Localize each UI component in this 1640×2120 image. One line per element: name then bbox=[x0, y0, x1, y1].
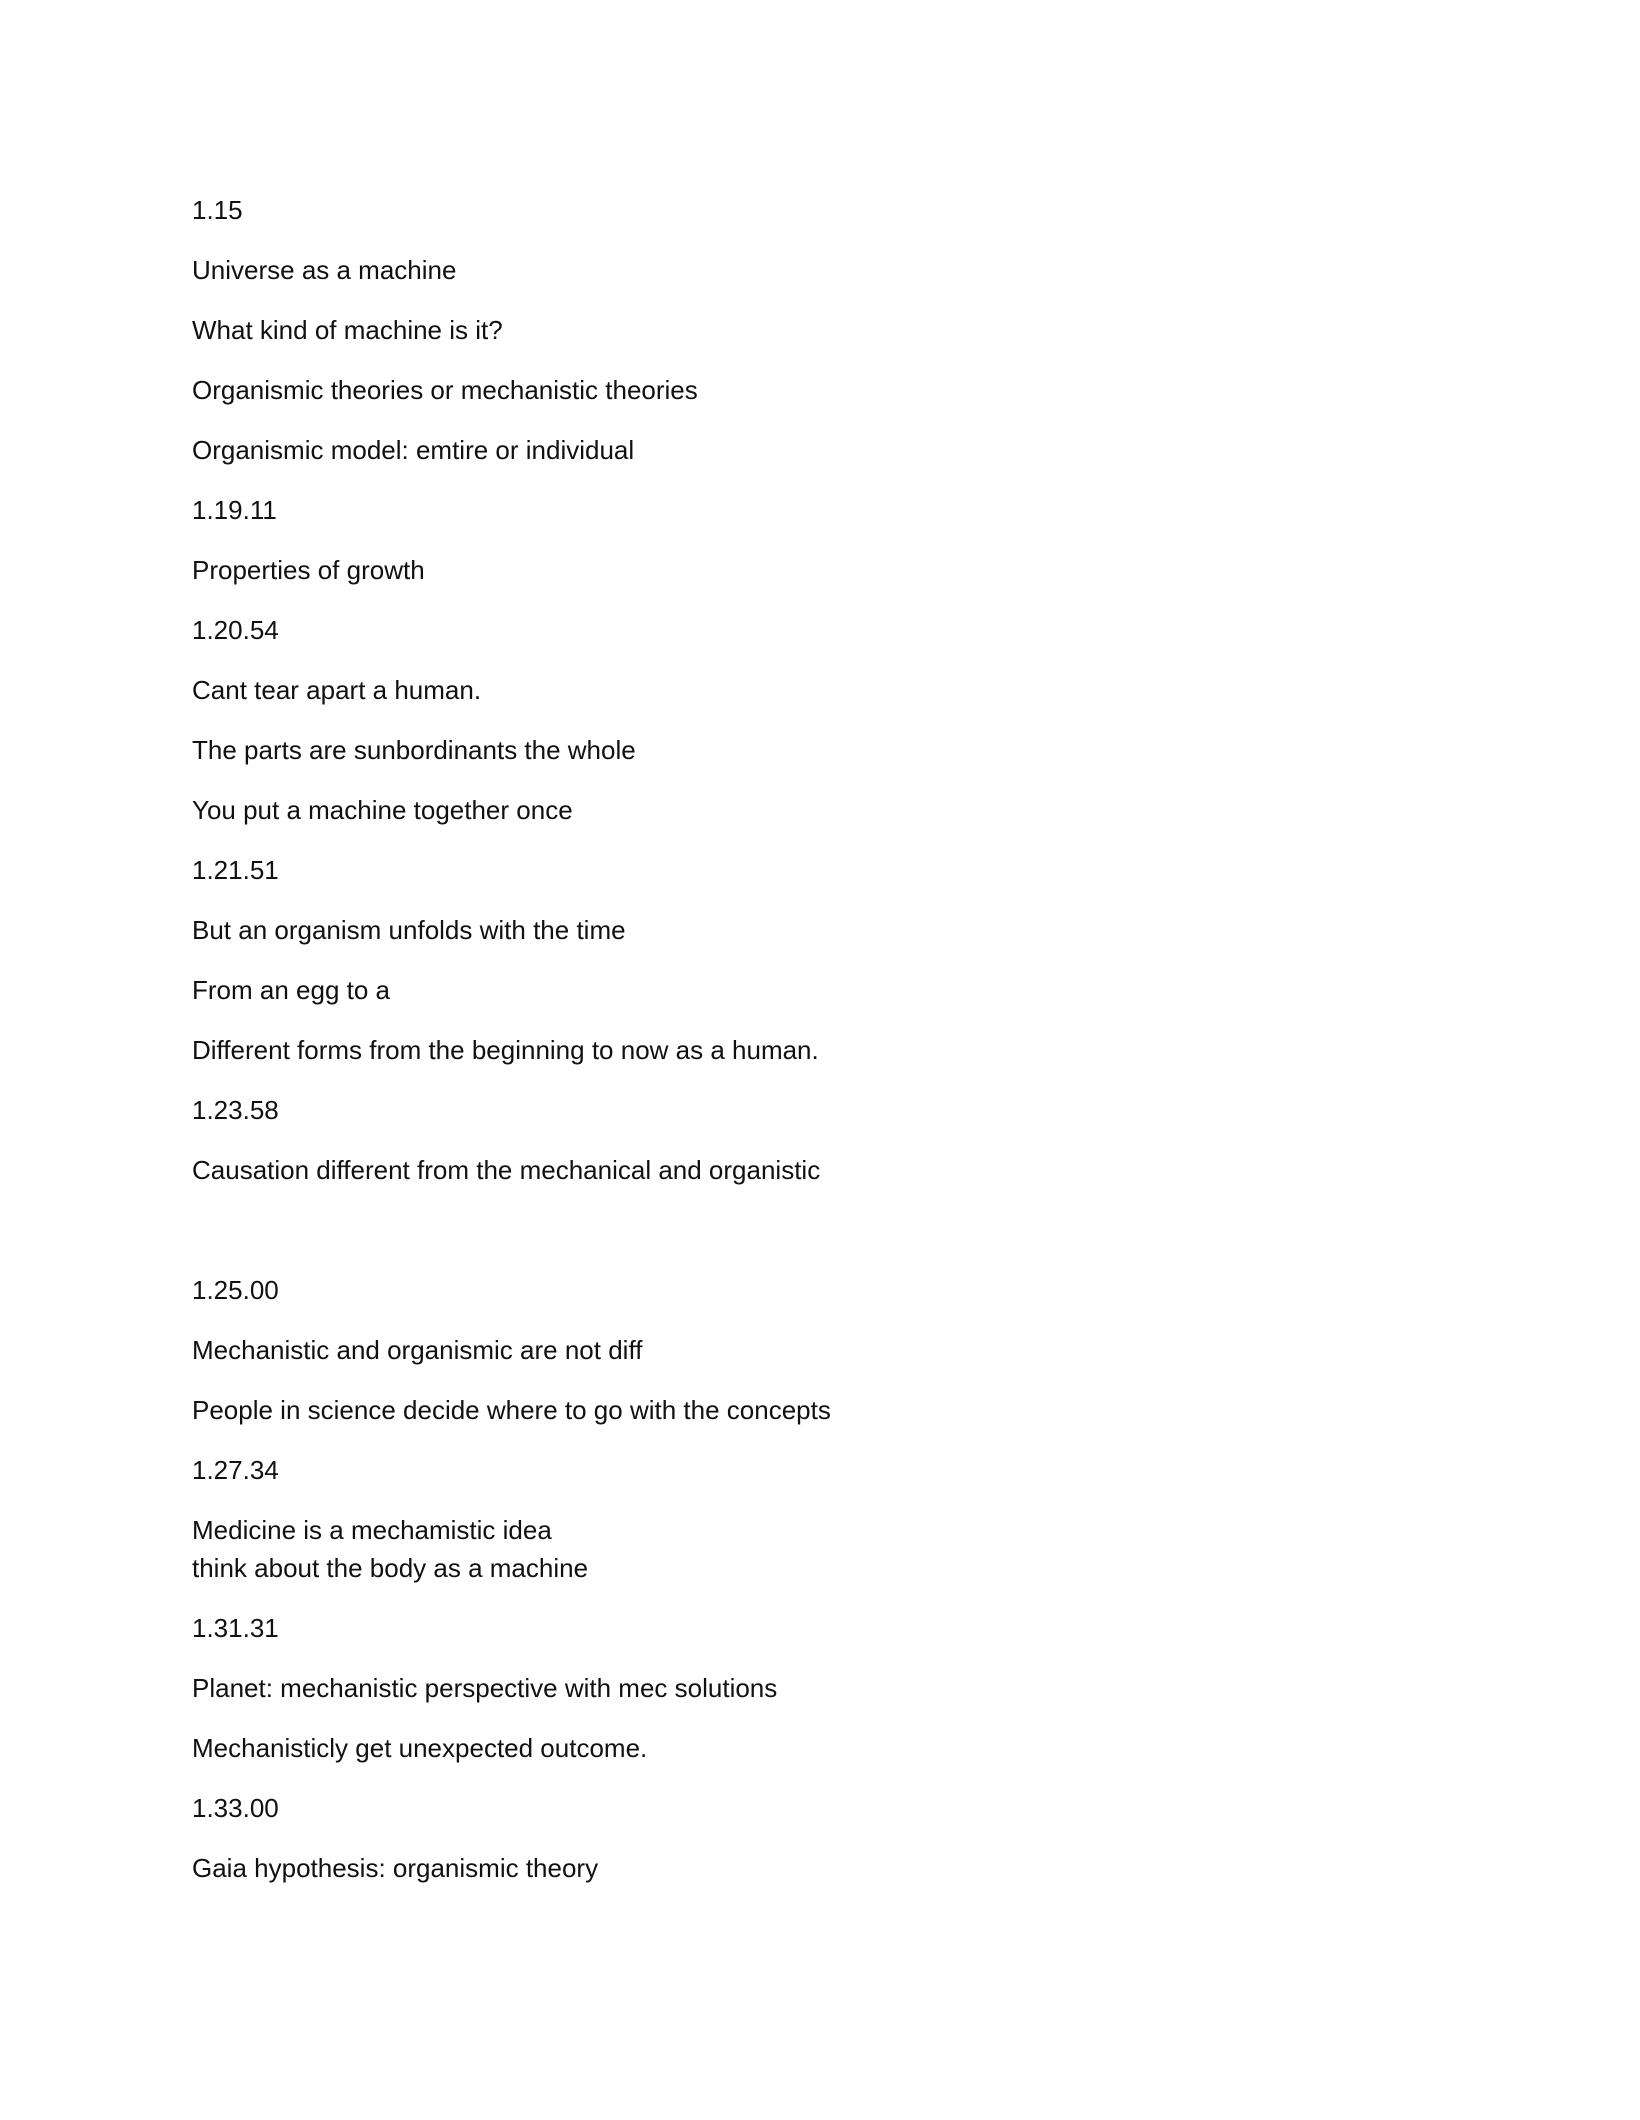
text-line: People in science decide where to go with the concepts bbox=[192, 1395, 831, 1425]
timestamp-line: 1.15 bbox=[192, 195, 243, 225]
blank-line bbox=[192, 1210, 1442, 1270]
timestamp-line: 1.31.31 bbox=[192, 1613, 279, 1643]
text-line: Different forms from the beginning to now as a human. bbox=[192, 1035, 819, 1065]
text-line: Mechanisticly get unexpected outcome. bbox=[192, 1733, 648, 1763]
text-line: But an organism unfolds with the time bbox=[192, 915, 626, 945]
timestamp-line: 1.27.34 bbox=[192, 1455, 279, 1485]
text-line: From an egg to a bbox=[192, 975, 390, 1005]
text-line: Planet: mechanistic perspective with mec solutions bbox=[192, 1673, 778, 1703]
timestamp-line: 1.33.00 bbox=[192, 1793, 279, 1823]
text-line: Properties of growth bbox=[192, 555, 425, 585]
text-line: Medicine is a mechamistic idea bbox=[192, 1515, 552, 1545]
text-line: Gaia hypothesis: organismic theory bbox=[192, 1853, 599, 1883]
text-line: You put a machine together once bbox=[192, 795, 573, 825]
text-line: Causation different from the mechanical and organistic bbox=[192, 1155, 821, 1185]
text-line: The parts are sunbordinants the whole bbox=[192, 735, 636, 765]
text-line: Organismic model: emtire or individual bbox=[192, 435, 635, 465]
text-line: Universe as a machine bbox=[192, 255, 457, 285]
timestamp-line: 1.23.58 bbox=[192, 1095, 279, 1125]
text-line: Organismic theories or mechanistic theories bbox=[192, 375, 698, 405]
text-line: What kind of machine is it? bbox=[192, 315, 503, 345]
document-body bbox=[192, 190, 1442, 1908]
timestamp-line: 1.25.00 bbox=[192, 1275, 279, 1305]
timestamp-line: 1.20.54 bbox=[192, 615, 279, 645]
text-line: think about the body as a machine bbox=[192, 1553, 589, 1583]
timestamp-line: 1.19.11 bbox=[192, 495, 277, 525]
text-line: Mechanistic and organismic are not diff bbox=[192, 1335, 643, 1365]
text-line: Cant tear apart a human. bbox=[192, 675, 482, 705]
timestamp-line: 1.21.51 bbox=[192, 855, 279, 885]
